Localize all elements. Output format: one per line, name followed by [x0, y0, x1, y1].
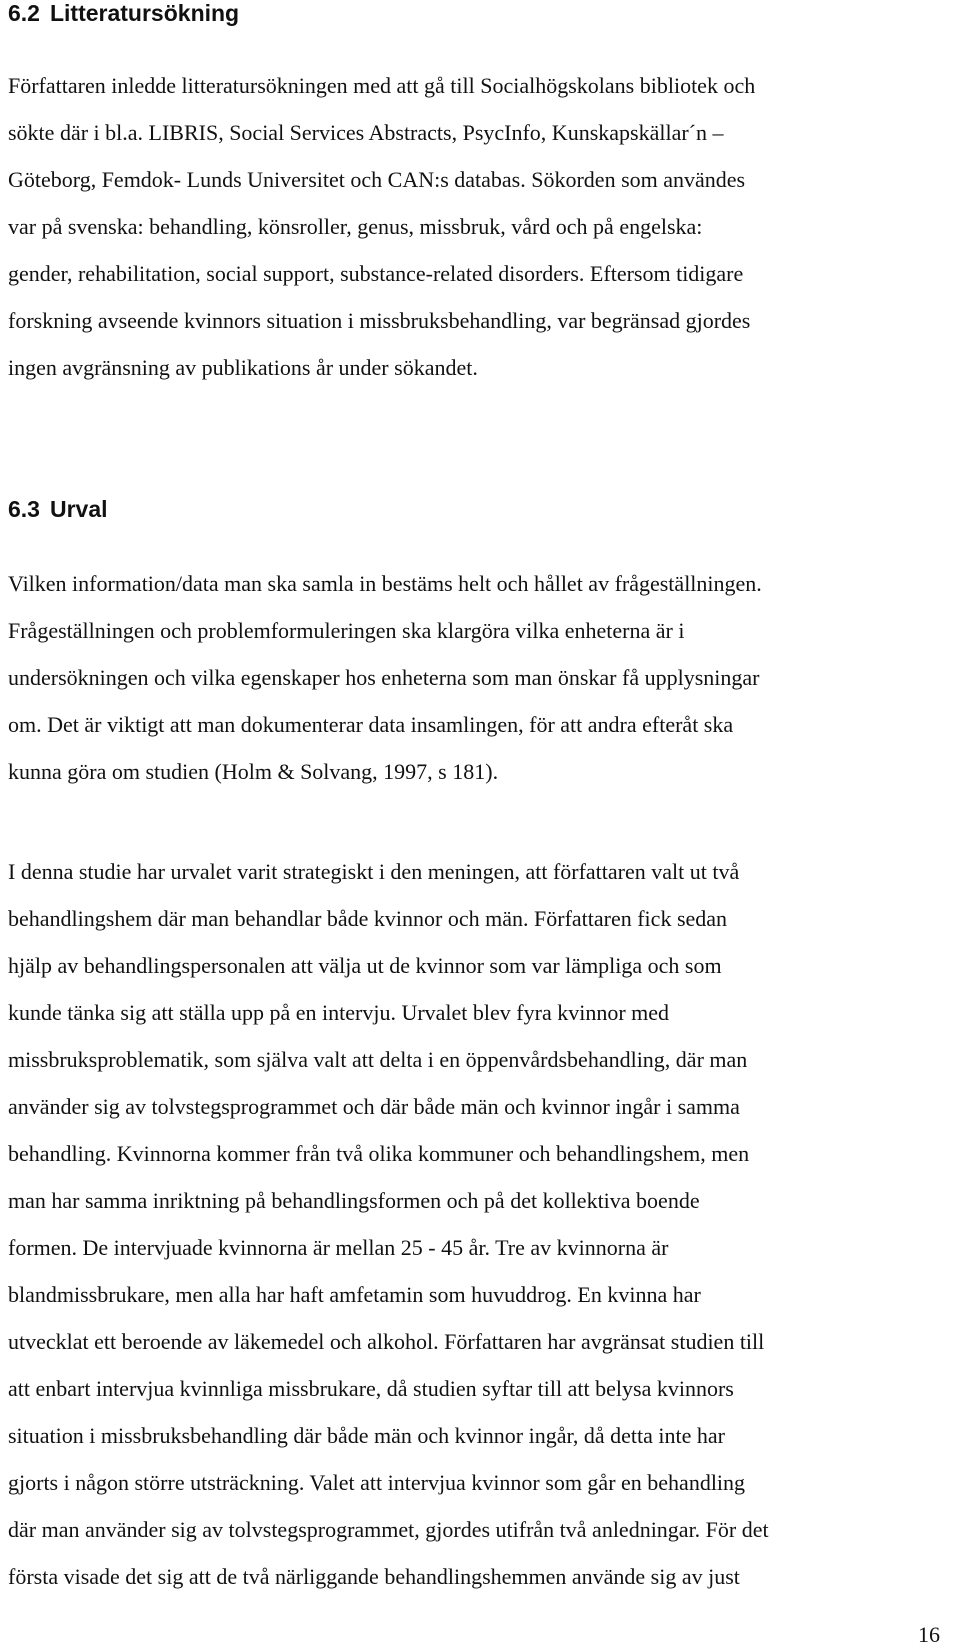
text-line: gjorts i någon större utsträckning. Valet att intervjua kvinnor som går en behandling — [8, 1470, 746, 1495]
text-line: missbruksproblematik, som själva valt att delta i en öppenvårdsbehandling, där man — [8, 1047, 748, 1072]
text-line: om. Det är viktigt att man dokumenterar data insamlingen, för att andra efteråt ska — [8, 712, 734, 737]
text-line: att enbart intervjua kvinnliga missbrukare, då studien syftar till att belysa kvinnors — [8, 1376, 734, 1401]
text-line: blandmissbrukare, men alla har haft amfetamin som huvuddrog. En kvinna har — [8, 1282, 701, 1307]
text-line: behandlingshem där man behandlar både kvinnor och män. Författaren fick sedan — [8, 906, 728, 931]
text-line: I denna studie har urvalet varit strategiskt i den meningen, att författaren valt ut två — [8, 859, 740, 884]
text-line: formen. De intervjuade kvinnorna är mellan 25 - 45 år. Tre av kvinnorna är — [8, 1235, 669, 1260]
text-line: använder sig av tolvstegsprogrammet och där både män och kvinnor ingår i samma — [8, 1094, 740, 1119]
text-line: utvecklat ett beroende av läkemedel och alkohol. Författaren har avgränsat studien till — [8, 1329, 765, 1354]
section-heading-6-2 — [8, 0, 239, 27]
text-line: forskning avseende kvinnors situation i missbruksbehandling, var begränsad gjordes — [8, 308, 751, 333]
text-line: situation i missbruksbehandling där både män och kvinnor ingår, då detta inte har — [8, 1423, 725, 1448]
text-line: Frågeställningen och problemformuleringen ska klargöra vilka enheterna är i — [8, 618, 685, 643]
text-line: man har samma inriktning på behandlingsformen och på det kollektiva boende — [8, 1188, 700, 1213]
section-title: Urval — [49, 496, 108, 522]
section-title: Litteratursökning — [49, 0, 240, 26]
text-line: undersökningen och vilka egenskaper hos enheterna som man önskar få upplysningar — [8, 665, 760, 690]
text-line: Vilken information/data man ska samla in bestäms helt och hållet av frågeställningen. — [8, 571, 762, 596]
text-line: behandling. Kvinnorna kommer från två olika kommuner och behandlingshem, men — [8, 1141, 750, 1166]
text-line: första visade det sig att de två närliggande behandlingshemmen använde sig av just — [8, 1564, 740, 1589]
section-number: 6.3 — [8, 496, 40, 522]
text-line: kunde tänka sig att ställa upp på en intervju. Urvalet blev fyra kvinnor med — [8, 1000, 670, 1025]
text-line: Författaren inledde litteratursökningen med att gå till Socialhögskolans bibliotek och — [8, 73, 756, 98]
paragraph-urval-intro — [8, 560, 953, 795]
paragraph-litteratursokning — [8, 62, 953, 391]
text-line: där man använder sig av tolvstegsprogrammet, gjordes utifrån två anledningar. För det — [8, 1517, 769, 1542]
section-number: 6.2 — [8, 0, 40, 26]
text-line: Göteborg, Femdok- Lunds Universitet och CAN:s databas. Sökorden som användes — [8, 167, 746, 192]
paragraph-urval-study — [8, 848, 953, 1600]
section-heading-6-3 — [8, 496, 108, 523]
text-line: var på svenska: behandling, könsroller, genus, missbruk, vård och på engelska: — [8, 214, 703, 239]
text-line: hjälp av behandlingspersonalen att välja ut de kvinnor som var lämpliga och som — [8, 953, 722, 978]
text-line: gender, rehabilitation, social support, substance-related disorders. Eftersom tidigare — [8, 261, 744, 286]
text-line: kunna göra om studien (Holm & Solvang, 1997, s 181). — [8, 759, 499, 784]
text-line: ingen avgränsning av publikations år under sökandet. — [8, 355, 478, 380]
page-number: 16 — [918, 1622, 940, 1647]
text-line: sökte där i bl.a. LIBRIS, Social Services Abstracts, PsycInfo, Kunskapskällar´n – — [8, 120, 724, 145]
